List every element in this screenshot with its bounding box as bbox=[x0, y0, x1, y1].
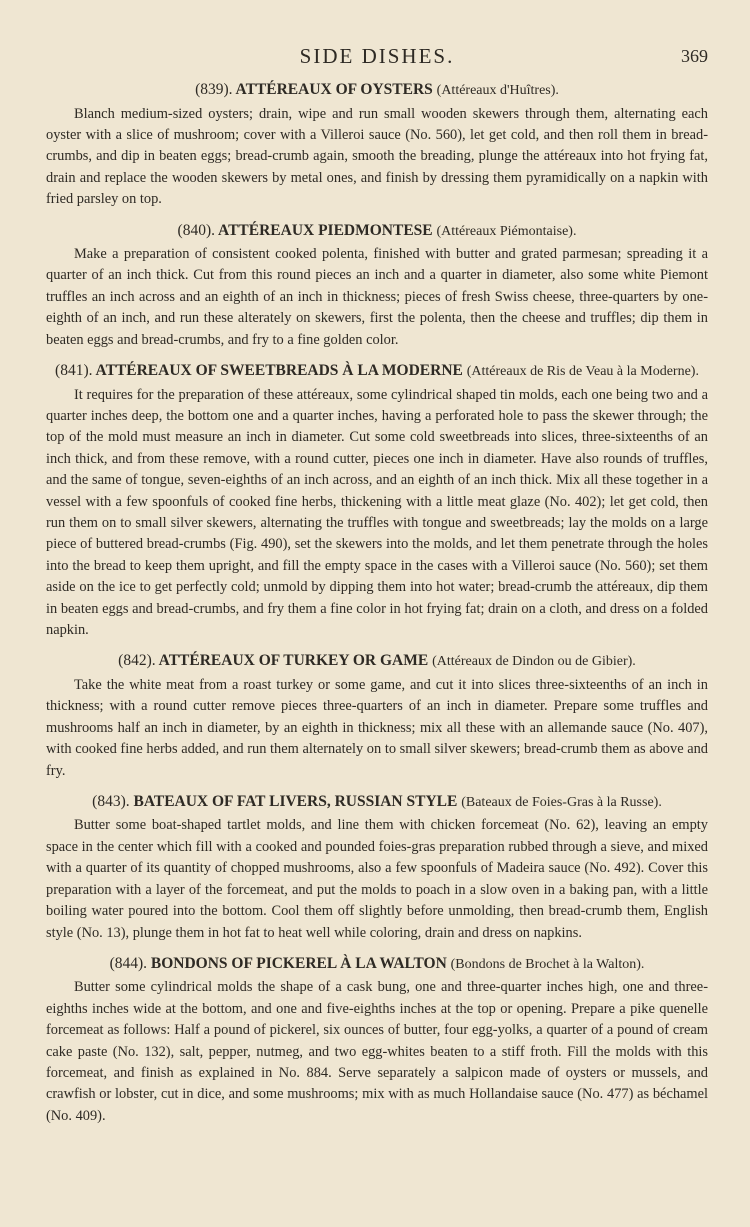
recipe-body: Make a preparation of consistent cooked polenta, finished with butter and grated parmesan; spreading it a quarter of an inch thick. Cut from this round pieces an inch and a quarter in diameter, also some white Piemont truffles an inch across and an eighth of an inch in thickness; pieces of fresh Swiss cheese, three-quarters by one-eighth of an inch, and run these alterately on skewers, first the polenta, then the cheese and truffles; dip them in beaten eggs and bread-crumbs, and fry to a fine golden color. bbox=[46, 246, 708, 348]
recipe-body: Blanch medium-sized oysters; drain, wipe and run small wooden skewers through them, alternating each oyster with a slice of mushroom; cover with a Villeroi sauce (No. 560), let get cold, and then roll them in bread-crumbs, and dip in beaten eggs; bread-crumb again, smooth the breading, plunge the attéreaux into hot frying fat, drain and replace the wooden skewers by metal ones, and finish by dressing them pyramidically on a napkin with fried parsley on top. bbox=[46, 105, 708, 208]
recipe-heading bbox=[46, 954, 708, 974]
recipe-heading bbox=[46, 792, 708, 812]
recipe-body: It requires for the preparation of these attéreaux, some cylindrical shaped tin molds, each one being two and a quarter inches deep, the bottom one and a quarter inches, having a perforated hole to pass the skewer through; the top of the mold must measure an inch in diameter. Cut some cold sweetbreads into slices, three-sixteenths of an inch thick, and from these remove, with a round cutter, pieces one inch in diameter. Have also rounds of truffles, and the same of tongue, seven-eighths of an inch across, and an eighth of an inch thick. Mix all these together in a vessel with a few spoonfuls of cooked fine herbs, thickening with a little meat glaze (No. 402); let get cold, then run them on to small silver skewers, alternating the truffles with tongue and sweetbreads; lay the molds on a large piece of buttered bread-crumbs (Fig. 490), set the skewers into the molds, and let them penetrate through the holes into the bread to keep them upright, and fill the empty space in the cases with a Villeroi sauce (No. 560); set them aside on the ice to get perfectly cold; unmold by dipping them into hot water; bread-crumb the attéreaux, dip them in beaten eggs and bread-crumbs, and fry them a fine color in hot frying fat; drain on a cloth, and dress on a folded napkin. bbox=[46, 386, 708, 639]
recipe-842 bbox=[46, 651, 708, 782]
recipe-839 bbox=[46, 80, 708, 211]
recipe-840 bbox=[46, 221, 708, 352]
recipe-number: (841). bbox=[55, 362, 93, 380]
book-page bbox=[46, 40, 708, 1127]
recipe-title: ATTÉREAUX OF OYSTERS bbox=[235, 81, 433, 98]
recipe-number: (839). bbox=[195, 81, 233, 98]
recipe-french-title: (Attéreaux d'Huîtres). bbox=[436, 83, 559, 98]
recipe-body: Butter some boat-shaped tartlet molds, and line them with chicken forcemeat (No. 62), leaving an empty space in the center which fill with a cooked and pounded foies-gras preparation rubbed through a sieve, and mixed with a quarter of its quantity of chopped mushrooms, also a few spoonfuls of Madeira sauce (No. 492). Cover this preparation with a layer of the forcemeat, and put the molds to poach in a slow oven in a baking pan, with a little boiling water poured into the bottom. Cool them off slightly before unmolding, then bread-crumb them, English style (No. 13), plunge them in hot fat to heat well while coloring, drain and dress on napkins. bbox=[46, 817, 708, 941]
recipe-841 bbox=[46, 361, 708, 641]
recipe-title: BATEAUX OF FAT LIVERS, RUSSIAN STYLE bbox=[133, 792, 458, 810]
recipe-french-title: (Attéreaux Piémontaise). bbox=[436, 223, 577, 239]
recipe-body: Take the white meat from a roast turkey or some game, and cut it into slices three-sixteenths of an inch in thickness; with a round cutter remove pieces three-quarters of an inch in diameter. Prepare some truffles and mushrooms half an inch in diameter, by an eighth in thickness; mix all these with an allemande sauce (No. 407), with cooked fine herbs added, and run them alternately on to small silver skewers; bread-crumb them as above and fry. bbox=[46, 676, 708, 779]
running-title: SIDE DISHES. bbox=[299, 44, 455, 68]
recipe-french-title: (Attéreaux de Dindon ou de Gibier). bbox=[432, 654, 636, 670]
recipe-heading bbox=[46, 361, 708, 381]
recipe-title: ATTÉREAUX PIEDMONTESE bbox=[218, 221, 433, 239]
recipe-title: ATTÉREAUX OF TURKEY OR GAME bbox=[158, 652, 429, 670]
running-head bbox=[46, 40, 708, 70]
recipe-843 bbox=[46, 792, 708, 944]
recipe-number: (842). bbox=[118, 652, 156, 670]
recipe-french-title: (Bateaux de Foies-Gras à la Russe). bbox=[461, 794, 662, 810]
page-number: 369 bbox=[681, 46, 708, 66]
recipe-french-title: (Bondons de Brochet à la Walton). bbox=[450, 956, 645, 972]
recipe-body: Butter some cylindrical molds the shape of a cask bung, one and three-quarter inches high, one and three-eighths inches wide at the bottom, and one and five-eighths inches at the top or opening. Prepare a pike quenelle forcemeat as follows: Half a pound of pickerel, six ounces of butter, four egg-yolks, a quarter of a pound of cream cake paste (No. 132), salt, pepper, nutmeg, and two egg-whites beaten to a stiff froth. Fill the molds with this forcemeat, and finish as explained in No. 884. Serve separately a salpicon made of oysters or mussels, and crawfish or lobster, cut in dice, and some mushrooms; mix with as much Hollandaise sauce (No. 477) as béchamel (No. 409). bbox=[46, 979, 708, 1124]
recipe-heading bbox=[46, 80, 708, 100]
recipe-number: (840). bbox=[177, 221, 215, 239]
recipe-heading bbox=[46, 651, 708, 671]
recipe-heading bbox=[46, 221, 708, 241]
recipe-number: (844). bbox=[109, 954, 148, 972]
recipe-844 bbox=[46, 954, 708, 1127]
recipe-number: (843). bbox=[92, 792, 130, 810]
recipe-title: ATTÉREAUX OF SWEETBREADS À LA MODERNE bbox=[95, 362, 463, 380]
recipe-french-title: (Attéreaux de Ris de Veau à la Moderne). bbox=[466, 364, 699, 380]
recipe-title: BONDONS OF PICKEREL À LA WALTON bbox=[150, 954, 447, 972]
